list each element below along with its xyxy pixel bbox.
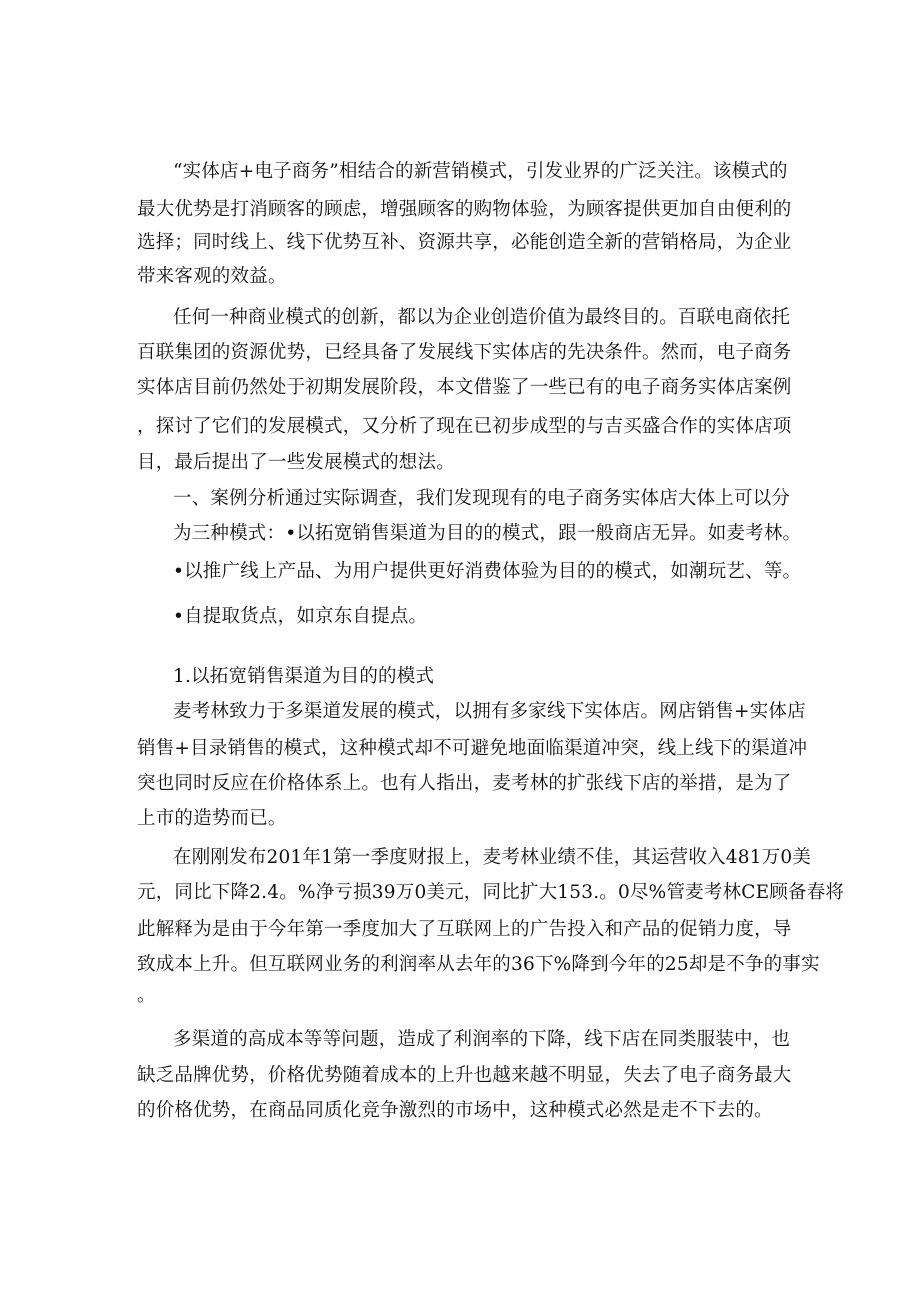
paragraph-line: 选择；同时线上、线下优势互补、资源共享，必能创造全新的营销格局，为企业: [137, 232, 792, 253]
paragraph-line: 实体店目前仍然处于初期发展阶段，本文借鉴了一些已有的电子商务实体店案例: [137, 377, 792, 398]
paragraph-line: 此解释为是由于今年第一季度加大了互联网上的广告投入和产品的促销力度，导: [137, 919, 792, 940]
paragraph-line: 突也同时反应在价格体系上。也有人指出，麦考林的扩张线下店的举措，是为了: [137, 773, 792, 794]
paragraph-line: 百联集团的资源优势，已经具备了发展线下实体店的先决条件。然而，电子商务: [137, 342, 792, 363]
paragraph-line: 。: [137, 985, 156, 1006]
paragraph-line: 任何一种商业模式的创新，都以为企业创造价值为最终目的。百联电商依托: [173, 307, 791, 328]
paragraph-line: 目，最后提出了一些发展模式的想法。: [137, 452, 455, 473]
paragraph-line: 最大优势是打消顾客的顾虑，增强顾客的购物体验，为顾客提供更加自由便利的: [137, 199, 792, 220]
paragraph-line: 在刚刚发布201年1第一季度财报上，麦考林业绩不佳，其运营收入481万0美: [173, 847, 812, 868]
section-heading-line: 一、案例分析通过实际调查，我们发现现有的电子商务实体店大体上可以分: [173, 488, 791, 509]
paragraph-line: 多渠道的高成本等等问题，造成了利润率的下降，线下店在同类服装中，也: [173, 1029, 791, 1050]
list-item: •自提取货点，如京东自提点。: [173, 606, 428, 627]
paragraph-line: 缺乏品牌优势，价格优势随着成本的上升也越来越不明显，失去了电子商务最大: [137, 1065, 792, 1086]
paragraph-line: 销售+目录销售的模式，这种模式却不可避免地面临渠道冲突，线上线下的渠道冲: [137, 738, 808, 759]
paragraph-line: ，探讨了它们的发展模式，又分析了现在已初步成型的与吉买盛合作的实体店项: [137, 416, 792, 437]
paragraph-line: 致成本上升。但互联网业务的利润率从去年的36下%降到今年的25却是不争的事实: [137, 954, 820, 975]
paragraph-line: 带来客观的效益。: [137, 266, 287, 287]
list-item: •以推广线上产品、为用户提供更好消费体验为目的的模式，如潮玩艺、等。: [173, 561, 802, 582]
subsection-heading: 1.以拓宽销售渠道为目的的模式: [173, 666, 435, 687]
paragraph-line: 麦考林致力于多渠道发展的模式，以拥有多家线下实体店。网店销售+实体店: [173, 701, 806, 722]
paragraph-line: 的价格优势，在商品同质化竞争激烈的市场中，这种模式必然是走不下去的。: [137, 1100, 773, 1121]
list-intro-line: 为三种模式：•以拓宽销售渠道为目的的模式，跟一般商店无异。如麦考林。: [173, 523, 802, 544]
paragraph-line: 上市的造势而已。: [137, 808, 287, 829]
paragraph-line: 元，同比下降2.4。%净亏损39万0美元，同比扩大153.。0尽%管麦考林CE顾备春将: [137, 882, 845, 903]
paragraph-line: “实体店+电子商务”相结合的新营销模式，引发业界的广泛关注。该模式的: [173, 161, 788, 182]
